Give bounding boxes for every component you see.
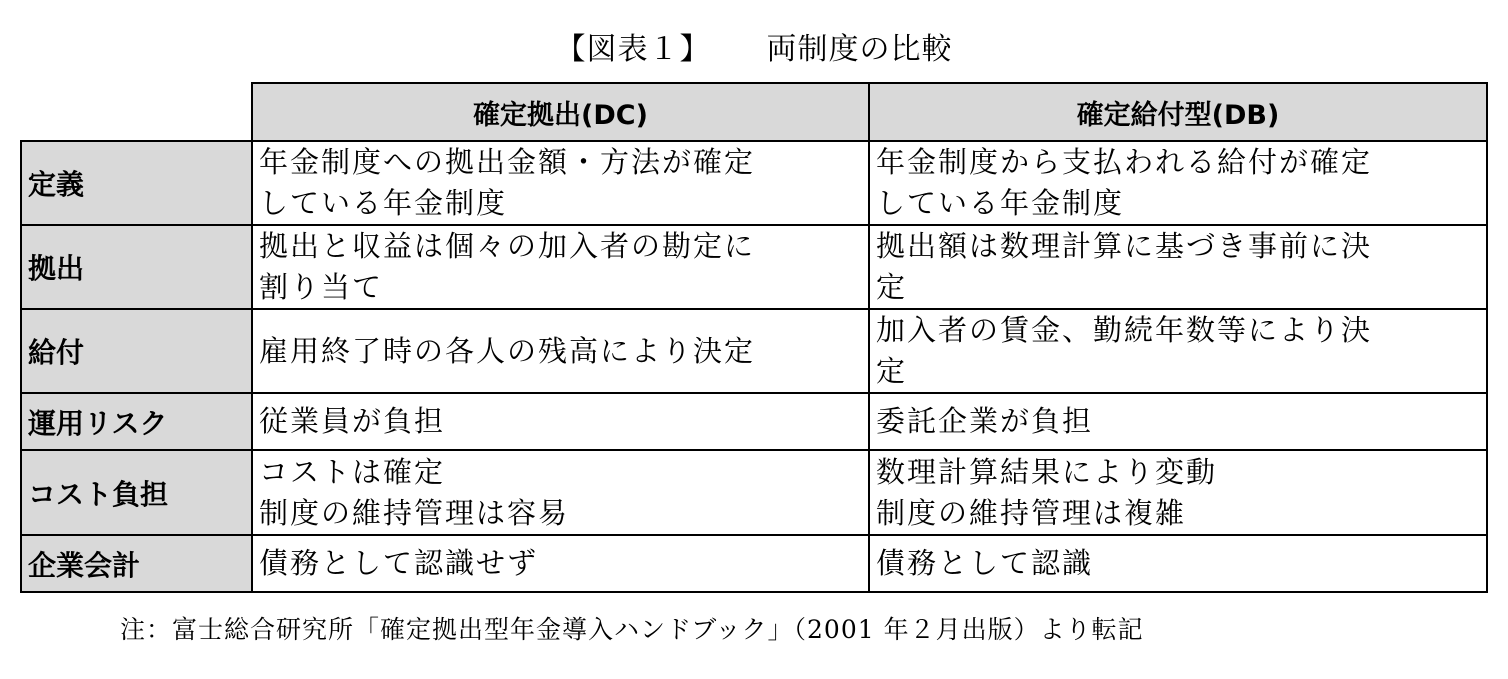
row-label-investment-risk: 運用リスク — [21, 393, 252, 450]
figure-title: 両制度の比較 — [766, 32, 953, 67]
figure-label: 【図表１】 — [555, 32, 711, 67]
table-header-row — [21, 83, 1487, 141]
cell-dc: 債務として認識せず — [252, 535, 869, 592]
table-row — [21, 309, 1487, 393]
table-row — [21, 450, 1487, 535]
comparison-table — [20, 82, 1488, 593]
cell-dc: 拠出と収益は個々の加入者の勘定に 割り当て — [252, 225, 869, 309]
row-label-cost-burden: コスト負担 — [21, 450, 252, 535]
cell-dc: 年金制度への拠出金額・方法が確定 している年金制度 — [252, 141, 869, 225]
cell-db: 数理計算結果により変動 制度の維持管理は複雑 — [869, 450, 1487, 535]
cell-dc: 雇用終了時の各人の残高により決定 — [252, 309, 869, 393]
table-row — [21, 393, 1487, 450]
page-title — [0, 24, 1508, 68]
cell-db: 債務として認識 — [869, 535, 1487, 592]
cell-db: 委託企業が負担 — [869, 393, 1487, 450]
row-label-benefit: 給付 — [21, 309, 252, 393]
cell-db: 拠出額は数理計算に基づき事前に決 定 — [869, 225, 1487, 309]
table-row — [21, 141, 1487, 225]
source-note: 注：富士総合研究所「確定拠出型年金導入ハンドブック」（2001 年２月出版）より転記 — [120, 615, 1144, 644]
cell-dc: コストは確定 制度の維持管理は容易 — [252, 450, 869, 535]
table-row — [21, 225, 1487, 309]
cell-db: 加入者の賃金、勤続年数等により決 定 — [869, 309, 1487, 393]
cell-dc: 従業員が負担 — [252, 393, 869, 450]
column-header-db: 確定給付型(DB) — [869, 83, 1487, 141]
row-label-corporate-accounting: 企業会計 — [21, 535, 252, 592]
row-label-contribution: 拠出 — [21, 225, 252, 309]
column-header-dc: 確定拠出(DC) — [252, 83, 869, 141]
table-corner-cell — [21, 83, 252, 141]
row-label-definition: 定義 — [21, 141, 252, 225]
cell-db: 年金制度から支払われる給付が確定 している年金制度 — [869, 141, 1487, 225]
table-row — [21, 535, 1487, 592]
